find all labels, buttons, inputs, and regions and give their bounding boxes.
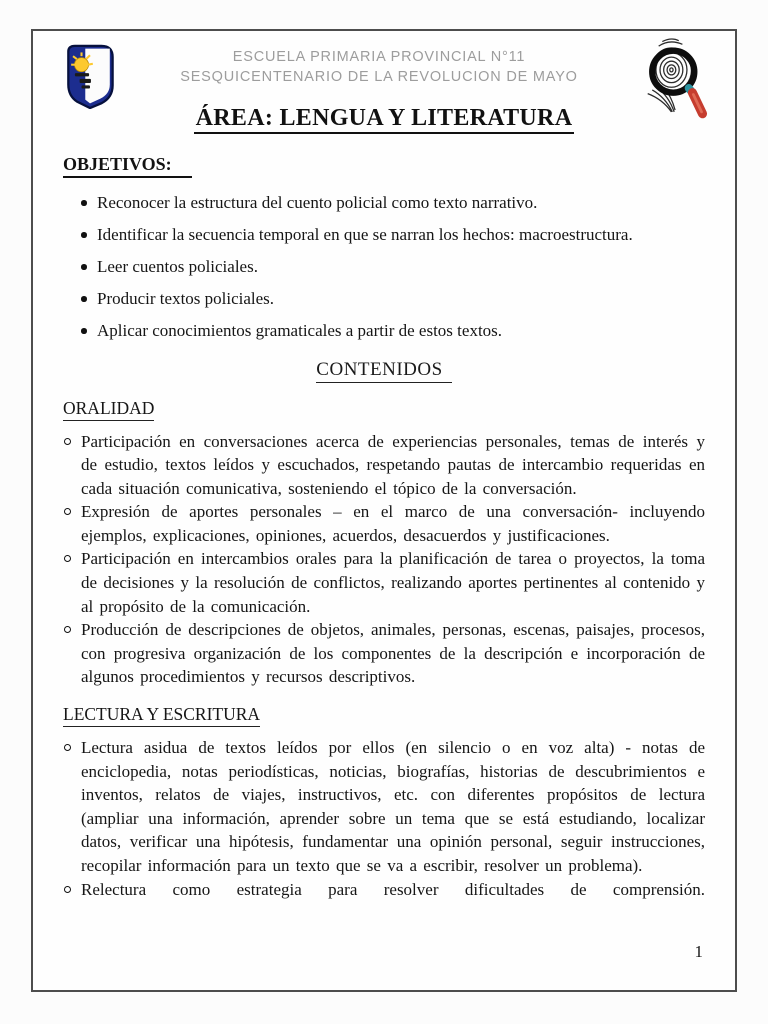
lectura-escritura-heading: LECTURA Y ESCRITURA bbox=[63, 704, 705, 727]
list-item: Aplicar conocimientos gramaticales a partir de estos textos. bbox=[63, 319, 705, 343]
circle-bullet-icon bbox=[64, 626, 71, 633]
fingerprint-magnifier-icon bbox=[641, 37, 711, 121]
list-item: Relectura como estrategia para resolver dificultades de comprensión. bbox=[63, 878, 705, 902]
objetivos-heading: OBJETIVOS: bbox=[63, 154, 705, 178]
circle-bullet-icon bbox=[64, 508, 71, 515]
bullet-icon bbox=[81, 200, 87, 206]
list-item: Participación en intercambios orales para la planificación de tarea o proyectos, la toma de decisiones y la resolución de conflictos, realizando aportes pertinentes al contenido y al propósito de la comunicación. bbox=[63, 547, 705, 618]
list-item: Reconocer la estructura del cuento policial como texto narrativo. bbox=[63, 191, 705, 215]
school-subtitle: SESQUICENTENARIO DE LA REVOLUCION DE MAYO bbox=[180, 69, 578, 85]
circle-bullet-icon bbox=[64, 438, 71, 445]
list-item: Identificar la secuencia temporal en que se narran los hechos: macroestructura. bbox=[63, 223, 705, 247]
list-item: Lectura asidua de textos leídos por ellos (en silencio o en voz alta) - notas de enciclopedia, notas periodísticas, noticias, biografías, historias de descubrimientos e inventos, relatos de viajes, instructivos, etc. con diferentes propósitos de lectura (ampliar una información, aprender sobre un tema que se está estudiando, localizar datos, verificar una hipótesis, fundamentar una opinión personal, seguir instrucciones, recopilar información para un texto que se va a escribir, resolver un problema). bbox=[63, 736, 705, 878]
circle-bullet-icon bbox=[64, 555, 71, 562]
bullet-icon bbox=[81, 296, 87, 302]
school-header bbox=[117, 47, 641, 87]
list-item: Leer cuentos policiales. bbox=[63, 255, 705, 279]
school-crest-icon bbox=[63, 43, 117, 109]
list-item: Producir textos policiales. bbox=[63, 287, 705, 311]
objetivos-list bbox=[63, 191, 705, 343]
school-name: ESCUELA PRIMARIA PROVINCIAL N°11 bbox=[232, 49, 526, 65]
page-header bbox=[63, 39, 705, 101]
list-item: Participación en conversaciones acerca de experiencias personales, temas de interés y de estudio, textos leídos y escuchados, respetando pautas de intercambio requeridas en cada situación comunicativa, sosteniendo el tópico de la conversación. bbox=[63, 430, 705, 501]
circle-bullet-icon bbox=[64, 744, 71, 751]
document-page bbox=[31, 29, 737, 992]
lectura-escritura-list bbox=[63, 736, 705, 901]
page-number: 1 bbox=[694, 942, 703, 961]
bullet-icon bbox=[81, 264, 87, 270]
oralidad-heading: ORALIDAD bbox=[63, 398, 705, 421]
page-title: ÁREA: LENGUA Y LITERATURA bbox=[63, 105, 705, 132]
circle-bullet-icon bbox=[64, 886, 71, 893]
list-item: Expresión de aportes personales – en el marco de una conversación- incluyendo ejemplos, explicaciones, opiniones, acuerdos, desacuerdos y justificaciones. bbox=[63, 500, 705, 547]
bullet-icon bbox=[81, 232, 87, 238]
list-item: Producción de descripciones de objetos, animales, personas, escenas, paisajes, procesos, con progresiva organización de los componentes de la descripción e incorporación de algunos procedimientos y recursos descriptivos. bbox=[63, 618, 705, 689]
contenidos-heading: CONTENIDOS bbox=[63, 359, 705, 383]
oralidad-list bbox=[63, 430, 705, 690]
bullet-icon bbox=[81, 328, 87, 334]
